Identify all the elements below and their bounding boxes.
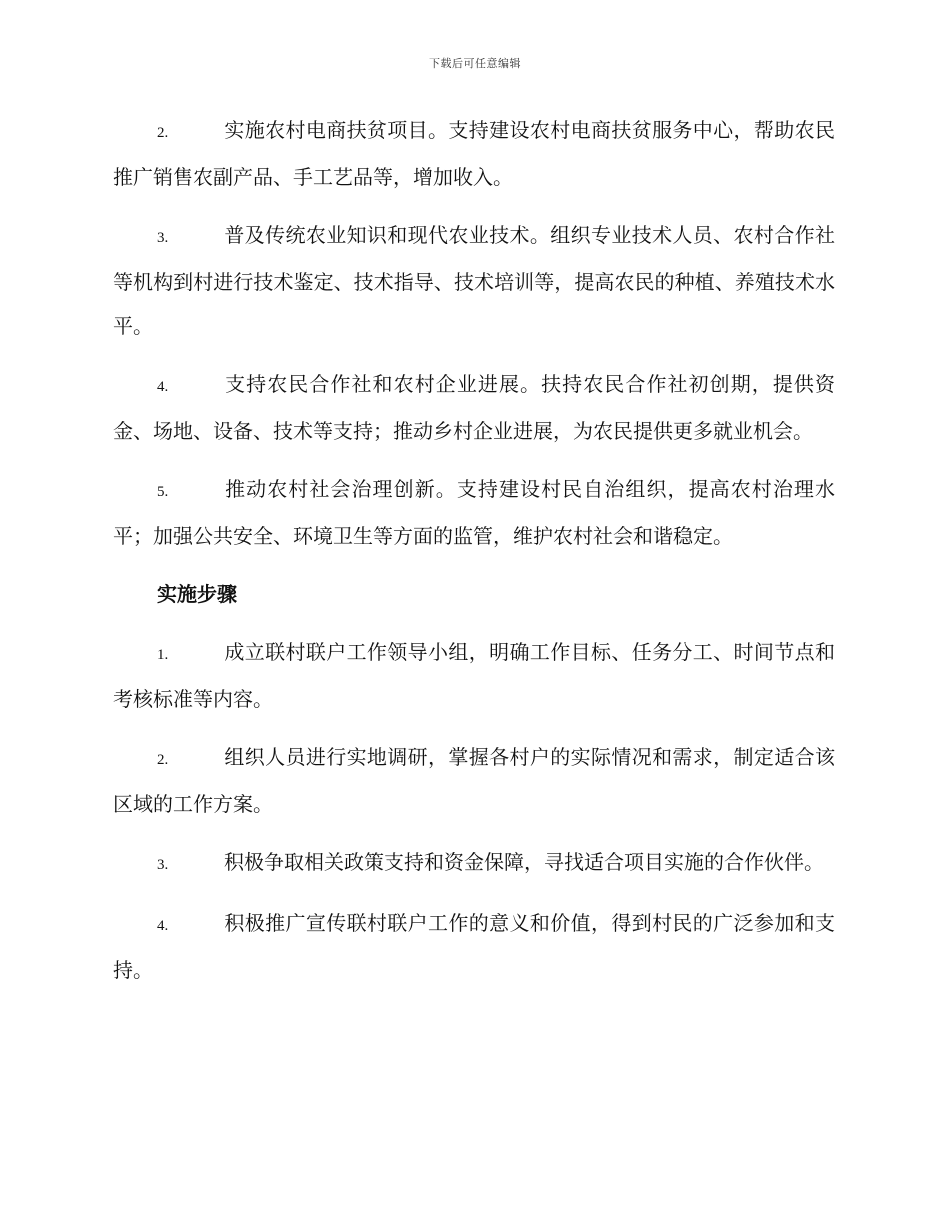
item-number: 3. [157, 857, 169, 873]
item-number: 2. [157, 125, 169, 141]
list-item [113, 630, 835, 721]
list-item [113, 840, 835, 887]
item-text: 积极争取相关政策支持和资金保障，寻找适合项目实施的合作伙伴。 [224, 850, 824, 874]
item-number: 1. [157, 647, 169, 663]
item-number: 4. [157, 918, 169, 934]
list-item [113, 467, 835, 558]
item-number: 2. [157, 752, 169, 768]
list-item [113, 735, 835, 826]
item-number: 4. [157, 379, 169, 395]
item-number: 3. [157, 230, 169, 246]
item-text: 积极推广宣传联村联户工作的意义和价值，得到村民的广泛参加和支持。 [113, 911, 835, 982]
list-item [113, 901, 835, 992]
page-header: 下载后可任意编辑 [429, 57, 521, 70]
item-text: 推动农村社会治理创新。支持建设村民自治组织，提高农村治理水平；加强公共安全、环境卫生等方面的监管，维护农村社会和谐稳定。 [113, 477, 835, 548]
item-text: 支持农民合作社和农村企业进展。扶持农民合作社初创期，提供资金、场地、设备、技术等支持；推动乡村企业进展，为农民提供更多就业机会。 [113, 372, 835, 443]
item-text: 实施农村电商扶贫项目。支持建设农村电商扶贫服务中心，帮助农民推广销售农副产品、手工艺品等，增加收入。 [113, 118, 835, 189]
document-body [113, 108, 835, 1006]
item-text: 成立联村联户工作领导小组，明确工作目标、任务分工、时间节点和考核标准等内容。 [113, 640, 835, 711]
section-heading: 实施步骤 [157, 582, 237, 606]
list-item [113, 362, 835, 453]
list-item [113, 108, 835, 199]
list-item [113, 213, 835, 348]
item-text: 普及传统农业知识和现代农业技术。组织专业技术人员、农村合作社等机构到村进行技术鉴定、技术指导、技术培训等，提高农民的种植、养殖技术水平。 [113, 223, 835, 338]
item-text: 组织人员进行实地调研，掌握各村户的实际情况和需求，制定适合该区域的工作方案。 [113, 745, 835, 816]
item-number: 5. [157, 484, 169, 500]
